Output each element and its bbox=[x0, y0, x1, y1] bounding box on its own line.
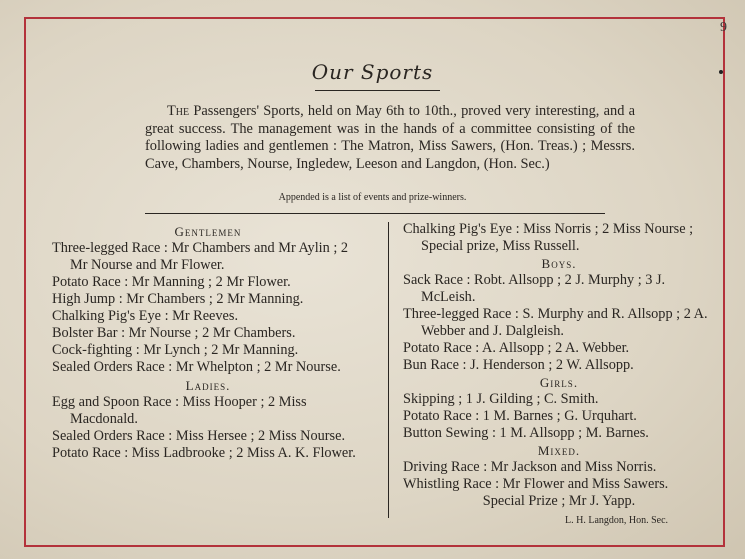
boys-heading: Boys. bbox=[541, 256, 577, 271]
page-title: Our Sports bbox=[311, 60, 434, 84]
intro-text: Passengers' Sports, held on May 6th to 10th., proved very interesting, and a great success. The management was in the hands of a committee consisting of the following ladies and gentlemen : The Matron, Miss Sawers, (Hon. Treas.) ; Messrs. Cave, Chambers, Nourse, Ingledew, Leeson and Langdon, (Hon. Sec.) bbox=[145, 103, 635, 172]
gentlemen-event: Sealed Orders Race : Mr Whelpton ; 2 Mr Nourse. bbox=[52, 359, 341, 375]
gentlemen-event: Potato Race : Mr Manning ; 2 Mr Flower. bbox=[52, 274, 291, 290]
gentlemen-event: High Jump : Mr Chambers ; 2 Mr Manning. bbox=[52, 291, 304, 307]
ladies-event: Egg and Spoon Race : Miss Hooper ; 2 Miss Macdonald. bbox=[52, 394, 307, 427]
section-rule bbox=[145, 213, 605, 214]
right-column bbox=[403, 221, 715, 510]
gentlemen-event: Bolster Bar : Mr Nourse ; 2 Mr Chambers. bbox=[52, 325, 296, 341]
intro-lead: The bbox=[167, 103, 190, 119]
ladies-event: Potato Race : Miss Ladbrooke ; 2 Miss A. K. Flower. bbox=[52, 445, 356, 461]
ladies-event: Chalking Pig's Eye : Miss Norris ; 2 Miss Nourse ; Special prize, Miss Russell. bbox=[403, 221, 694, 254]
signature: L. H. Langdon, Hon. Sec. bbox=[565, 515, 669, 526]
boys-event: Potato Race : A. Allsopp ; 2 A. Webber. bbox=[403, 340, 630, 356]
boys-event: Bun Race : J. Henderson ; 2 W. Allsopp. bbox=[403, 357, 634, 373]
title-underline bbox=[315, 90, 440, 91]
gentlemen-event: Cock-fighting : Mr Lynch ; 2 Mr Manning. bbox=[52, 342, 299, 358]
boys-event: Sack Race : Robt. Allsopp ; 2 J. Murphy ; 3 J. McLeish. bbox=[403, 272, 666, 305]
boys-event: Three-legged Race : S. Murphy and R. Allsopp ; 2 A. Webber and J. Dalgleish. bbox=[403, 306, 708, 339]
mixed-event: Whistling Race : Mr Flower and Miss Sawers. bbox=[403, 476, 669, 492]
gentlemen-event: Three-legged Race : Mr Chambers and Mr Aylin ; 2 Mr Nourse and Mr Flower. bbox=[52, 240, 349, 273]
gentlemen-heading: Gentlemen bbox=[174, 224, 242, 239]
mixed-event: Driving Race : Mr Jackson and Miss Norris. bbox=[403, 459, 657, 475]
intro-paragraph bbox=[145, 103, 635, 173]
special-prize: Special Prize ; Mr J. Yapp. bbox=[482, 493, 636, 509]
page-number: 9 bbox=[720, 20, 727, 35]
appended-note: Appended is a list of events and prize-winners. bbox=[278, 192, 467, 203]
girls-event: Potato Race : 1 M. Barnes ; G. Urquhart. bbox=[403, 408, 637, 424]
ladies-heading: Ladies. bbox=[185, 378, 231, 393]
mixed-heading: Mixed. bbox=[537, 443, 581, 458]
girls-heading: Girls. bbox=[539, 375, 579, 390]
ladies-event: Sealed Orders Race : Miss Hersee ; 2 Miss Nourse. bbox=[52, 428, 346, 444]
column-divider bbox=[388, 222, 389, 518]
girls-event: Skipping ; 1 J. Gilding ; C. Smith. bbox=[403, 391, 599, 407]
gentlemen-event: Chalking Pig's Eye : Mr Reeves. bbox=[52, 308, 239, 324]
girls-event: Button Sewing : 1 M. Allsopp ; M. Barnes. bbox=[403, 425, 649, 441]
left-column bbox=[52, 223, 364, 462]
